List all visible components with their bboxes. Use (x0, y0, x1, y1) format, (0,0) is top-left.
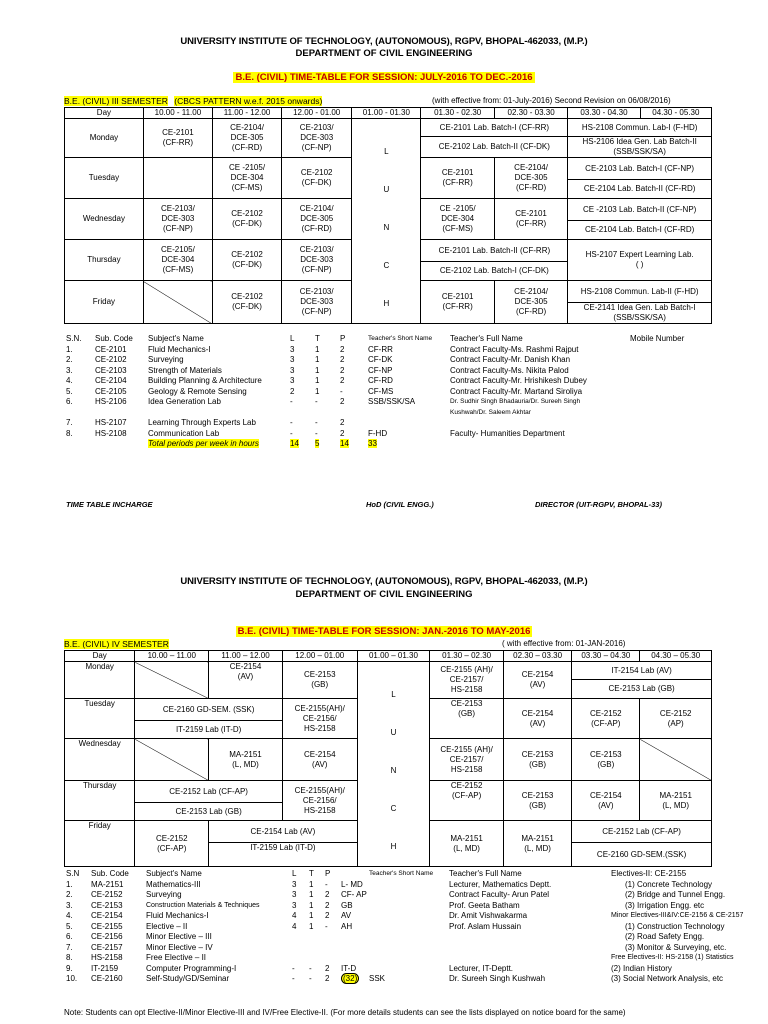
subject-row: 10. CE-2160 Self-Study/GD/Seminar - - 2 (32) SSK Dr. Sureeh Singh Kushwah (3) Social Network Analysis, etc (66, 974, 724, 983)
lab-cell: CE-2104 Lab. Batch-II (CF-RD) (568, 180, 712, 199)
sig-hod: HoD (CIVIL ENGG.) (366, 500, 434, 509)
lab-cell: CE-2102 Lab. Batch-II (CF-DK) (421, 137, 568, 158)
class-cell: CE-2154 (AV) (572, 781, 640, 821)
class-cell: CE-2103/ DCE-303 (CF-NP) (143, 199, 212, 240)
header-slot: 01.30 - 02.30 (421, 108, 494, 119)
class-cell: CE-2155(AH)/ CE-2156/ HS-2158 (282, 699, 357, 739)
class-cell: CE-2152 (CF-AP) (135, 821, 209, 867)
session-title: B.E. (CIVIL) TIME-TABLE FOR SESSION: JULY-2016 TO DEC.-2016 (235, 72, 533, 83)
subject-row: 4. CE-2154 Fluid Mechanics-I 4 1 2 AV Dr. Amit Vishwakarma Minor Electives-III&IV:CE-2156 & CE-2157 (66, 911, 744, 920)
class-cell: CE-2104/ DCE-305 (CF-RD) (282, 199, 352, 240)
lab-cell: CE-2101 Lab. Batch-II (CF-RR) (421, 240, 568, 262)
class-cell: MA-2151 (L, MD) (209, 739, 283, 781)
subject-row: 9. IT-2159 Computer Programming-I - - 2 IT-D Lecturer, IT-Deptt. (2) Indian History (66, 963, 672, 973)
timetable-sem3 (64, 107, 712, 324)
effective-date: ( with effective from: 01-JAN-2016) (502, 639, 626, 648)
subject-row: 2. CE-2102 Surveying 3 1 2 CF-DK Contract Faculty-Mr. Danish Khan (66, 355, 571, 364)
class-cell: CE-2103/ DCE-303 (CF-NP) (282, 281, 352, 324)
subject-row: 8. HS-2158 Free Elective – II Free Electives-II: HS-2158 (1) Statistics (66, 953, 734, 962)
institute-title: UNIVERSITY INSTITUTE OF TECHNOLOGY, (AUTONOMOUS), RGPV, BHOPAL-462033, (M.P.) (180, 576, 588, 587)
subject-row: 6. CE-2156 Minor Elective – III (2) Road Safety Engg. (66, 932, 705, 941)
class-cell: CE-2155 (AH)/ CE-2157/ HS-2158 (430, 662, 504, 699)
empty-cell (143, 158, 212, 199)
class-cell: CE-2153 (GB) (430, 699, 504, 739)
class-cell: CE-2104/ DCE-305 (CF-RD) (494, 158, 567, 199)
header-slot: 10.00 – 11.00 (135, 651, 209, 662)
subject-row: 2. CE-2152 Surveying 3 1 2 CF- AP Contract Faculty- Arun Patel (2) Bridge and Tunnel Engg. (66, 890, 726, 899)
day-wednesday: Wednesday (65, 199, 144, 240)
class-cell: CE-2105/ DCE-304 (CF-MS) (143, 240, 212, 281)
class-cell: MA-2151 (L, MD) (640, 781, 712, 821)
header-slot: 11.00 – 12.00 (209, 651, 283, 662)
header-slot: 01.30 – 02.30 (430, 651, 504, 662)
subject-list-sem4 (66, 869, 743, 985)
header-slot: 03.30 – 04.30 (572, 651, 640, 662)
effective-date: (with effective from: 01-July-2016) Second Revision on 06/08/2016) (432, 96, 671, 105)
day-tuesday: Tuesday (65, 699, 135, 739)
lab-cell: HS-2108 Commun. Lab-I (F-HD) (568, 119, 712, 137)
class-cell: CE-2104/ DCE-305 (CF-RD) (494, 281, 567, 324)
class-cell: CE-2101 (CF-RR) (494, 199, 567, 240)
department-title: DEPARTMENT OF CIVIL ENGINEERING (295, 589, 473, 600)
lab-cell: CE-2104 Lab. Batch-I (CF-RD) (568, 221, 712, 240)
class-cell: CE-2101 (CF-RR) (421, 158, 494, 199)
lab-cell: IT-2154 Lab (AV) (572, 662, 712, 680)
class-cell: CE-2152 (CF-AP) (430, 781, 504, 821)
lab-cell: IT-2159 Lab (IT-D) (209, 843, 358, 867)
header-slot: 01.00 – 01.30 (357, 651, 430, 662)
class-cell: CE-2153 (GB) (503, 781, 571, 821)
class-cell: CE-2155(AH)/ CE-2156/ HS-2158 (282, 781, 357, 821)
sig-timetable-incharge: TIME TABLE INCHARGE (66, 500, 153, 509)
day-wednesday: Wednesday (65, 739, 135, 781)
header-slot: 10.00 - 11.00 (143, 108, 212, 119)
class-cell: CE-2154 (AV) (503, 662, 571, 699)
class-cell: CE-2154 (AV) (209, 662, 283, 699)
header-slot: 04.30 – 05.30 (640, 651, 712, 662)
class-cell: CE-2103/ DCE-303 (CF-NP) (282, 119, 352, 158)
class-cell: MA-2151 (L, MD) (503, 821, 571, 867)
class-cell: CE-2153 (GB) (572, 739, 640, 781)
header-slot: 02.30 - 03.30 (494, 108, 567, 119)
subject-row: 7. CE-2157 Minor Elective – IV (3) Monitor & Surveying, etc. (66, 942, 727, 952)
lab-cell: CE-2103 Lab. Batch-I (CF-NP) (568, 158, 712, 180)
subject-row: 3. CE-2153 Construction Materials & Techniques 3 1 2 GB Prof. Geeta Batham (3) Irrigation Engg. etc (66, 900, 705, 910)
lunch-column: L U N C H (352, 119, 421, 324)
total-row: Total periods per week in hours 14 5 14 33 (148, 439, 377, 448)
semester-line: B.E. (CIVIL) III SEMESTER (CBCS PATTERN w.e.f. 2015 onwards) (64, 96, 323, 106)
lab-cell: CE-2153 Lab (GB) (135, 803, 282, 821)
subject-header-row: S.N. Sub. Code Subject's Name L T P Teacher's Short Name Teacher's Full Name Mobile Number (66, 334, 685, 343)
header-slot: 01.00 - 01.30 (352, 108, 421, 119)
header-slot: 12.00 – 01.00 (282, 651, 357, 662)
lab-cell: CE -2103 Lab. Batch-II (CF-NP) (568, 199, 712, 221)
header-slot: 03.30 - 04.30 (568, 108, 640, 119)
class-cell: CE-2102 (CF-DK) (212, 199, 281, 240)
class-cell: CE-2102 (CF-DK) (212, 240, 281, 281)
sig-director: DIRECTOR (UIT-RGPV, BHOPAL-33) (535, 500, 662, 509)
class-cell: MA-2151 (L, MD) (430, 821, 504, 867)
day-monday: Monday (65, 119, 144, 158)
lab-cell: CE-2152 Lab (CF-AP) (572, 821, 712, 843)
lab-cell: IT-2159 Lab (IT-D) (135, 721, 282, 739)
department-title: DEPARTMENT OF CIVIL ENGINEERING (295, 48, 473, 59)
header-slot: 04.30 - 05.30 (640, 108, 711, 119)
class-cell: CE-2153 (GB) (503, 739, 571, 781)
subject-row: 7. HS-2107 Learning Through Experts Lab - - 2 (66, 418, 345, 427)
class-cell: CE -2105/ DCE-304 (CF-MS) (421, 199, 494, 240)
class-cell: CE-2154 (AV) (282, 739, 357, 781)
header-slot: 02.30 – 03.30 (503, 651, 571, 662)
class-cell: CE-2101 (CF-RR) (143, 119, 212, 158)
subject-row: Kushwah/Dr. Saleem Akhtar (450, 408, 531, 416)
subject-row: 3. CE-2103 Strength of Materials 3 1 2 CF-NP Contract Faculty-Ms. Nikita Palod (66, 365, 569, 375)
subject-row: 4. CE-2104 Building Planning & Architecture 3 1 2 CF-RD Contract Faculty-Mr. Hrishikesh Dubey (66, 376, 587, 385)
lab-cell: CE-2154 Lab (AV) (209, 821, 358, 843)
subject-header-row: S.N Sub. Code Subject's Name L T P Teacher's Short Name Teacher's Full Name Electives-II: CE-2155 (66, 869, 687, 878)
lab-cell: HS-2107 Expert Learning Lab. ( ) (568, 240, 712, 281)
subject-row: 5. CE-2155 Elective – II 4 1 - AH Prof. Aslam Hussain (1) Construction Technology (66, 921, 725, 931)
class-cell: CE-2152 (CF-AP) (572, 699, 640, 739)
lunch-column: L U N C H (357, 662, 430, 867)
class-cell: CE-2153 (GB) (282, 662, 357, 699)
subject-row: 5. CE-2105 Geology & Remote Sensing 2 1 - CF-MS Contract Faculty-Mr. Martand Siroliya (66, 386, 583, 396)
day-monday: Monday (65, 662, 135, 699)
subject-row: 1. CE-2101 Fluid Mechanics-I 3 1 2 CF-RR Contract Faculty-Ms. Rashmi Rajput (66, 344, 579, 354)
day-tuesday: Tuesday (65, 158, 144, 199)
header-slot: 12.00 - 01.00 (282, 108, 352, 119)
subject-list-sem3 (66, 334, 684, 450)
class-cell: CE-2102 (CF-DK) (212, 281, 281, 324)
subject-row: 6. HS-2106 Idea Generation Lab - - 2 SSB/SSK/SA Dr. Sudhir Singh Bhadauria/Dr. Sureeh Singh (66, 397, 581, 406)
day-friday: Friday (65, 281, 144, 324)
lab-cell: HS-2108 Commun. Lab-II (F-HD) (568, 281, 712, 303)
session-title: B.E. (CIVIL) TIME-TABLE FOR SESSION: JAN.-2016 TO MAY-2016 (237, 626, 531, 637)
header-slot: 11.00 - 12.00 (212, 108, 281, 119)
institute-title: UNIVERSITY INSTITUTE OF TECHNOLOGY, (AUTONOMOUS), RGPV, BHOPAL-462033, (M.P.) (180, 36, 588, 47)
day-friday: Friday (65, 821, 135, 867)
lab-cell: CE-2153 Lab (GB) (572, 680, 712, 699)
class-cell: CE-2155 (AH)/ CE-2157/ HS-2158 (430, 739, 504, 781)
lab-cell: CE-2160 GD-SEM.(SSK) (572, 843, 712, 867)
class-cell: CE-2154 (AV) (503, 699, 571, 739)
day-thursday: Thursday (65, 781, 135, 821)
lab-cell: CE-2101 Lab. Batch-I (CF-RR) (421, 119, 568, 137)
class-cell: CE-2102 (CF-DK) (282, 158, 352, 199)
lab-cell: CE-2141 Idea Gen. Lab Batch-I (SSB/SSK/SA) (568, 303, 712, 324)
empty-slash-cell (135, 662, 209, 699)
footnote: Note: Students can opt Elective-II/Minor Elective-III and IV/Free Elective-II. (For more details students can see the lists displayed on notice board for the same) (64, 1008, 626, 1017)
semester-line: B.E. (CIVIL) IV SEMESTER (64, 639, 169, 649)
header-day: Day (65, 108, 144, 119)
class-cell: CE-2101 (CF-RR) (421, 281, 494, 324)
timetable-sem4 (64, 650, 712, 867)
day-thursday: Thursday (65, 240, 144, 281)
class-cell: CE-2103/ DCE-303 (CF-NP) (282, 240, 352, 281)
class-cell: CE-2104/ DCE-305 (CF-RD) (212, 119, 281, 158)
empty-slash-cell (143, 281, 212, 324)
empty-slash-cell (640, 739, 712, 781)
subject-row: 8. HS-2108 Communication Lab - - 2 F-HD Faculty- Humanities Department (66, 428, 565, 438)
lab-cell: CE-2152 Lab (CF-AP) (135, 781, 282, 803)
subject-row: 1. MA-2151 Mathematics-III 3 1 - L- MD Lecturer, Mathematics Deptt. (1) Concrete Technology (66, 879, 713, 889)
header-day: Day (65, 651, 135, 662)
empty-slash-cell (135, 739, 209, 781)
lab-cell: CE-2102 Lab. Batch-I (CF-DK) (421, 262, 568, 281)
lab-cell: HS-2106 Idea Gen. Lab Batch-II (SSB/SSK/SA) (568, 137, 712, 158)
class-cell: CE -2105/ DCE-304 (CF-MS) (212, 158, 281, 199)
lab-cell: CE-2160 GD-SEM. (SSK) (135, 699, 282, 721)
class-cell: CE-2152 (AP) (640, 699, 712, 739)
